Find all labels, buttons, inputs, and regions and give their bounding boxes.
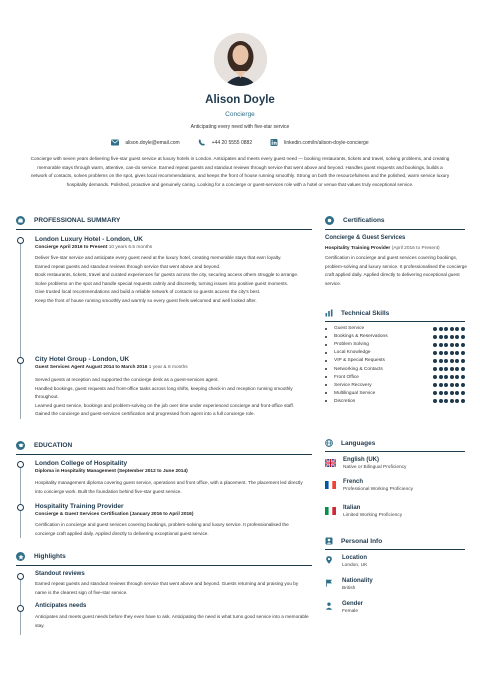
rating-dot	[444, 367, 448, 371]
avatar	[214, 33, 267, 86]
linkedin-contact[interactable]	[270, 139, 369, 146]
rating-dot	[433, 343, 437, 347]
section-title: Highlights	[34, 553, 66, 560]
skill-rating	[433, 399, 465, 403]
degree: Concierge & Guest Services Certification (January 2016 to April 2016)	[35, 512, 194, 517]
rating-dot	[439, 367, 443, 371]
education-description: Hospitality management diploma covering guest service, operations and front office, with a placement. The placement led directly into concierge work. Built the foundation behind five-star guest service.	[35, 480, 303, 494]
badge-icon	[325, 216, 334, 225]
uk-flag-icon	[325, 459, 336, 467]
rating-dot	[444, 359, 448, 363]
job-subtitle: Guest Services Agent August 2014 to March 2016 1 year & 8 months	[35, 365, 188, 370]
timeline-dot	[17, 237, 24, 244]
rating-dot	[455, 343, 459, 347]
personal-info-heading	[325, 537, 382, 545]
school-name: Hospitality Training Provider	[35, 503, 124, 510]
rating-dot	[461, 367, 465, 371]
bullet	[325, 384, 327, 386]
phone-icon	[198, 139, 206, 146]
flag-icon	[325, 579, 333, 587]
education-heading	[16, 441, 72, 450]
rating-dot	[455, 391, 459, 395]
rating-dot	[444, 343, 448, 347]
rating-dot	[450, 351, 454, 355]
timeline-dot	[17, 357, 24, 364]
skill-name: Local Knowledge	[334, 350, 371, 356]
professional-summary-heading	[16, 216, 120, 225]
section-title: Languages	[341, 439, 376, 447]
skill-item	[325, 375, 465, 380]
rating-dot	[439, 391, 443, 395]
rating-dot	[444, 391, 448, 395]
rating-dot	[444, 327, 448, 331]
skill-item	[325, 326, 465, 331]
language-item	[325, 505, 402, 518]
briefcase-icon	[16, 216, 25, 225]
highlight-description: Anticipates and meets guest needs before they even have to ask. Anticipating the need is what turns good service into a memorable stay.	[35, 614, 309, 628]
certification-title: Concierge & Guest Services	[325, 235, 406, 241]
divider	[16, 565, 312, 566]
skill-name: Front Office	[334, 374, 359, 380]
info-value: Female	[342, 609, 358, 614]
divider	[16, 454, 312, 455]
contact-bar	[0, 139, 480, 146]
italy-flag-icon	[325, 507, 336, 515]
skill-item	[325, 350, 465, 355]
personal-info-location	[325, 555, 367, 568]
rating-dot	[450, 335, 454, 339]
info-label: Nationality	[342, 578, 373, 584]
rating-dot	[450, 359, 454, 363]
personal-info-nationality	[325, 578, 373, 591]
rating-dot	[455, 335, 459, 339]
timeline-dot	[17, 461, 24, 468]
candidate-title: Concierge	[225, 111, 255, 118]
skill-rating	[433, 391, 465, 395]
school-name: London College of Hospitality	[35, 460, 128, 467]
language-name: English (UK)	[343, 457, 379, 463]
technical-skills-heading	[325, 309, 389, 317]
rating-dot	[461, 399, 465, 403]
graduation-cap-icon	[16, 441, 25, 450]
rating-dot	[444, 351, 448, 355]
info-value: London, UK	[342, 563, 368, 568]
rating-dot	[455, 351, 459, 355]
phone-contact[interactable]	[198, 139, 252, 146]
language-item	[325, 457, 406, 470]
rating-dot	[450, 327, 454, 331]
email-icon	[111, 139, 119, 146]
certification-description: Certification in concierge and guest services covering bookings, problem-solving and luxury service. It professionalised the concierge craft applied daily. Applied directly to delivering exceptional guest service.	[325, 255, 467, 286]
language-level: Native or Bilingual Proficiency	[343, 465, 407, 470]
skill-rating	[433, 367, 465, 371]
rating-dot	[433, 351, 437, 355]
bullet	[325, 328, 327, 330]
bullet	[325, 376, 327, 378]
rating-dot	[433, 399, 437, 403]
rating-dot	[461, 391, 465, 395]
summary-paragraph: Concierge with seven years delivering five-star guest service at luxury hotels in London. Anticipates and meets every guest need — booking restaurants, tickets and travel, solving problems, and creating memorable stays through warm, attentive, can-do service. Earned repeat guests and standout reviews through service that went above and beyond. Handles guest requests and bookings, builds a network of contacts, solves problems on the spot, gives local recommendations, and keeps the front of house running smoothly. Strong on both the resourcefulness and the polished, warm service luxury hospitality demands. Polished, proactive and genuinely caring. Looking for a concierge or guest-services role with a hotel or venue that values truly exceptional service.	[30, 156, 450, 187]
candidate-name: Alison Doyle	[205, 94, 275, 106]
skill-item	[325, 342, 465, 347]
bullet	[325, 360, 327, 362]
degree: Diploma in Hospitality Management (September 2012 to June 2014)	[35, 469, 188, 474]
skill-name: Service Recovery	[334, 382, 372, 388]
info-label: Gender	[342, 601, 364, 607]
rating-dot	[444, 399, 448, 403]
highlight-title: Anticipates needs	[35, 603, 87, 609]
rating-dot	[444, 335, 448, 339]
divider	[325, 229, 465, 230]
rating-dot	[439, 343, 443, 347]
rating-dot	[439, 359, 443, 363]
timeline-dot	[17, 605, 24, 612]
globe-icon	[325, 439, 333, 447]
phone-text: +44 20 5555 0882	[211, 139, 253, 146]
language-level: Professional Working Proficiency	[343, 487, 414, 492]
person-icon	[325, 602, 333, 610]
language-item	[325, 479, 413, 492]
skill-name: Discretion	[334, 398, 356, 404]
france-flag-icon	[325, 481, 336, 489]
bullet	[325, 336, 327, 338]
highlight-description: Earned repeat guests and standout reviews through service that went above and beyond. Guests returning and praising you by name is the clearest sign of five-star service.	[35, 581, 299, 595]
rating-dot	[433, 391, 437, 395]
languages-heading	[325, 439, 375, 447]
rating-dot	[433, 375, 437, 379]
skill-item	[325, 391, 465, 396]
rating-dot	[439, 335, 443, 339]
rating-dot	[433, 383, 437, 387]
skill-name: Problem Solving	[334, 342, 369, 348]
rating-dot	[439, 375, 443, 379]
section-title: Personal Info	[341, 537, 383, 545]
skill-item	[325, 334, 465, 339]
skill-name: Bookings & Reservations	[334, 334, 388, 340]
rating-dot	[455, 383, 459, 387]
bullet	[325, 352, 327, 354]
section-title: PROFESSIONAL SUMMARY	[34, 217, 121, 224]
user-icon	[325, 537, 333, 545]
tagline: Anticipating every need with five-star service	[190, 124, 290, 130]
skill-item	[325, 383, 465, 388]
skill-name: VIP & Special Requests	[334, 358, 385, 364]
bar-chart-icon	[325, 309, 333, 317]
divider	[325, 321, 465, 322]
rating-dot	[450, 383, 454, 387]
skill-item	[325, 367, 465, 372]
rating-dot	[433, 359, 437, 363]
rating-dot	[450, 391, 454, 395]
info-label: Location	[342, 555, 367, 561]
job-title: City Hotel Group - London, UK	[35, 356, 130, 363]
rating-dot	[461, 335, 465, 339]
skill-rating	[433, 327, 465, 331]
rating-dot	[455, 399, 459, 403]
rating-dot	[461, 343, 465, 347]
job-description: Deliver five-star service and anticipate every guest need at the luxury hotel, creating memorable stays that earn loyalty. Earned repeat guests and standout reviews through service that went above and beyond. Book restaurants, tickets, travel and curated experiences for guests across the city, securing access others struggle to arrange. Solve problems on the spot and handle special requests calmly and discreetly, turning issues into positive guest moments. Give trusted local recommendations and build a reliable network of contacts so guests access the city's best. Keep the front of house running smoothly and warmly so every guest feels welcomed and well looked after.	[35, 255, 299, 303]
rating-dot	[461, 359, 465, 363]
section-title: Certifications	[343, 217, 385, 224]
bullet	[325, 400, 327, 402]
highlight-title: Standout reviews	[35, 571, 85, 577]
language-name: French	[343, 479, 364, 485]
rating-dot	[433, 327, 437, 331]
divider	[325, 549, 465, 550]
job-subtitle: Concierge April 2016 to Present 10 years 6.5 months	[35, 245, 153, 250]
timeline	[20, 463, 21, 538]
rating-dot	[450, 343, 454, 347]
location-pin-icon	[325, 556, 333, 564]
rating-dot	[433, 367, 437, 371]
skill-rating	[433, 351, 465, 355]
rating-dot	[450, 399, 454, 403]
certifications-heading	[325, 216, 385, 225]
bullet	[325, 392, 327, 394]
education-description: Certification in concierge and guest services covering bookings, problem-solving and luxury service. It professionalised the concierge craft applied daily. Applied directly to delivering exceptional guest service.	[35, 522, 289, 536]
email-text: alison.doyle@email.com	[125, 139, 180, 146]
timeline-dot	[17, 573, 24, 580]
section-title: EDUCATION	[34, 442, 73, 449]
skill-name: Networking & Contacts	[334, 366, 383, 372]
rating-dot	[444, 375, 448, 379]
timeline-dot	[17, 504, 24, 511]
rating-dot	[461, 327, 465, 331]
rating-dot	[439, 327, 443, 331]
rating-dot	[439, 351, 443, 355]
bullet	[325, 344, 327, 346]
info-value: British	[342, 586, 356, 591]
timeline	[20, 239, 21, 419]
rating-dot	[450, 375, 454, 379]
divider	[16, 229, 312, 230]
skill-name: Guest Service	[334, 326, 365, 331]
highlights-heading	[16, 552, 66, 561]
skill-rating	[433, 335, 465, 339]
rating-dot	[455, 375, 459, 379]
certification-provider: Hospitality Training Provider (April 2016 to Present)	[325, 246, 440, 251]
star-icon	[16, 552, 25, 561]
rating-dot	[450, 367, 454, 371]
bullet	[325, 368, 327, 370]
divider	[325, 451, 465, 452]
rating-dot	[444, 383, 448, 387]
rating-dot	[455, 359, 459, 363]
rating-dot	[439, 383, 443, 387]
email-contact[interactable]	[111, 139, 179, 146]
language-name: Italian	[343, 505, 361, 511]
skill-rating	[433, 343, 465, 347]
rating-dot	[455, 327, 459, 331]
job-title: London Luxury Hotel - London, UK	[35, 236, 143, 243]
rating-dot	[455, 367, 459, 371]
skill-rating	[433, 383, 465, 387]
skill-rating	[433, 359, 465, 363]
rating-dot	[461, 351, 465, 355]
rating-dot	[433, 335, 437, 339]
personal-info-gender	[325, 601, 363, 614]
skill-item	[325, 358, 465, 363]
language-level: Limited Working Proficiency	[343, 513, 403, 518]
rating-dot	[461, 383, 465, 387]
section-title: Technical Skills	[341, 309, 390, 317]
job-description: Served guests at reception and supported the concierge desk as a guest-services agent. Handled bookings, guest requests and front-office tasks across long shifts, keeping check-in and reception running smoothly throughout. Learned guest service, bookings and problem-solving on the job over time under experienced concierge and front-office staff. Gained the concierge and guest-services certification and progressed from agent into a full concierge role.	[35, 377, 295, 416]
rating-dot	[439, 399, 443, 403]
linkedin-icon	[270, 139, 278, 146]
skill-name: Multilingual Service	[334, 390, 376, 396]
rating-dot	[461, 375, 465, 379]
skill-rating	[433, 375, 465, 379]
skill-item	[325, 399, 465, 404]
linkedin-text: linkedin.com/in/alison-doyle-concierge	[284, 139, 369, 146]
